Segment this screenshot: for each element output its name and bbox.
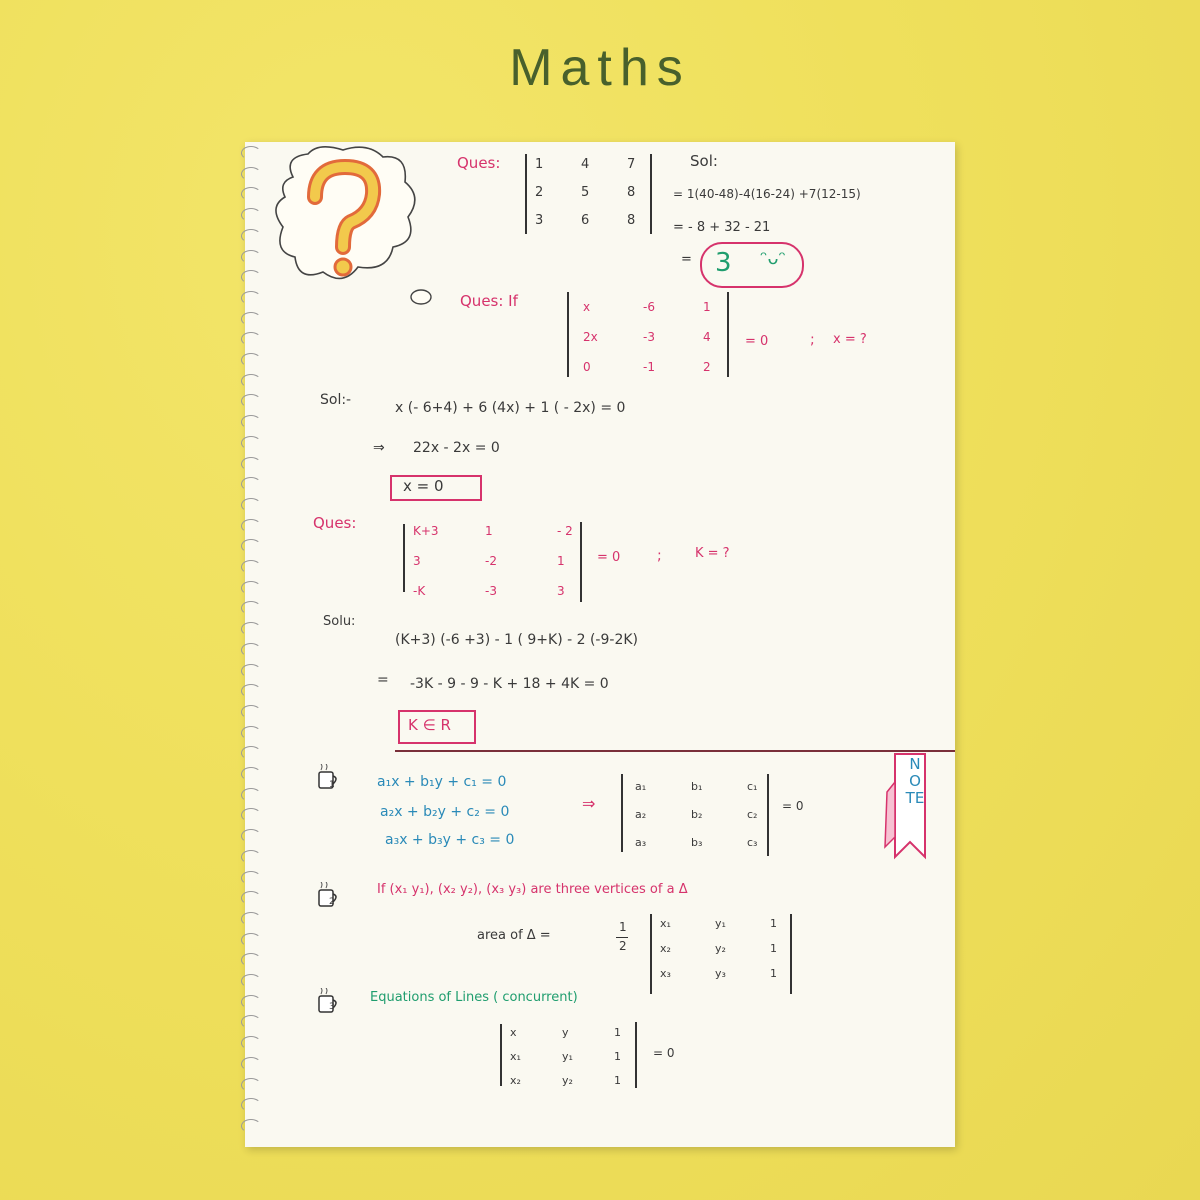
spiral-ring xyxy=(241,498,261,512)
matrix-cell: b₃ xyxy=(691,836,703,849)
q2-matrix-left-bar xyxy=(567,292,569,377)
note-half-den: 2 xyxy=(619,939,627,953)
q2-find: x = ? xyxy=(833,332,867,347)
matrix-cell: y₁ xyxy=(562,1050,573,1063)
matrix-cell: -2 xyxy=(485,554,497,568)
spiral-ring xyxy=(241,250,261,264)
matrix-cell: 1 xyxy=(614,1050,621,1063)
matrix-cell: b₁ xyxy=(691,780,703,793)
matrix-cell: -3 xyxy=(485,584,497,598)
matrix-cell: -3 xyxy=(643,330,655,344)
matrix-cell: 1 xyxy=(535,157,544,172)
q2-sol-line2: 22x - 2x = 0 xyxy=(413,440,500,456)
note-eq3: a₃x + b₃y + c₃ = 0 xyxy=(385,832,515,848)
note-concurrent: Equations of Lines ( concurrent) xyxy=(370,990,578,1005)
spiral-ring xyxy=(241,767,261,781)
matrix-cell: -6 xyxy=(643,300,655,314)
matrix-cell: a₂ xyxy=(635,808,647,821)
note-arrow: ⇒ xyxy=(582,794,596,813)
mug-2-number: 2 xyxy=(329,897,335,907)
q2-ques-label: Ques: If xyxy=(460,292,518,310)
q3-sol-line1: (K+3) (-6 +3) - 1 ( 9+K) - 2 (-9-2K) xyxy=(395,632,638,648)
spiral-ring xyxy=(241,353,261,367)
q2-matrix-right-bar xyxy=(727,292,729,377)
spiral-ring xyxy=(241,746,261,760)
question-thought-bubble-icon xyxy=(273,142,443,312)
q1-sol-label: Sol: xyxy=(690,152,718,170)
matrix-cell: 1 xyxy=(770,967,777,980)
smiley-icon: ᵔᴗᵔ xyxy=(760,248,786,269)
spiral-ring xyxy=(241,539,261,553)
area-matrix-right-bar xyxy=(790,914,792,994)
q2-sol-label: Sol:- xyxy=(320,392,352,408)
matrix-cell: x₃ xyxy=(660,967,671,980)
matrix-cell: 1 xyxy=(485,524,493,538)
spiral-ring xyxy=(241,664,261,678)
q2-eq-zero: = 0 xyxy=(745,334,769,349)
matrix-cell: 6 xyxy=(581,213,590,228)
spiral-ring xyxy=(241,933,261,947)
note-area-label: area of Δ = xyxy=(477,928,551,943)
note-ribbon-text: NOTE xyxy=(905,755,925,807)
matrix-cell: y₂ xyxy=(562,1074,573,1087)
matrix-cell: 1 xyxy=(770,942,777,955)
matrix-cell: 3 xyxy=(557,584,565,598)
matrix-cell: 2 xyxy=(535,185,544,200)
spiral-ring xyxy=(241,581,261,595)
notebook-page xyxy=(245,142,955,1147)
q1-sol-eq: = xyxy=(681,252,692,267)
spiral-ring xyxy=(241,705,261,719)
matrix-cell: a₁ xyxy=(635,780,647,793)
matrix-cell: 1 xyxy=(703,300,711,314)
spiral-ring xyxy=(241,788,261,802)
q2-sol-line1: x (- 6+4) + 6 (4x) + 1 ( - 2x) = 0 xyxy=(395,400,626,416)
q3-sol-eq: = xyxy=(377,672,389,688)
spiral-ring xyxy=(241,995,261,1009)
area-matrix-left-bar xyxy=(650,914,652,994)
spiral-ring xyxy=(241,394,261,408)
q3-matrix-right-bar xyxy=(580,522,582,602)
q3-find: K = ? xyxy=(695,546,730,561)
note-matrix-left-bar xyxy=(621,774,623,852)
spiral-ring xyxy=(241,1015,261,1029)
q3-sol-label: Solu: xyxy=(323,614,356,629)
page-title: Maths xyxy=(509,39,691,97)
matrix-cell: -1 xyxy=(643,360,655,374)
q3-eq-zero: = 0 xyxy=(597,550,621,565)
line-eq-zero: = 0 xyxy=(653,1046,675,1060)
q2-arrow: ⇒ xyxy=(373,440,385,456)
note-half-num: 1 xyxy=(619,920,627,934)
matrix-cell: K+3 xyxy=(413,524,439,538)
spiral-ring xyxy=(241,974,261,988)
matrix-cell: -K xyxy=(413,584,426,598)
spiral-ring xyxy=(241,829,261,843)
note-eq2: a₂x + b₂y + c₂ = 0 xyxy=(380,804,510,820)
q1-matrix-left-bar xyxy=(525,154,527,234)
spiral-ring xyxy=(241,871,261,885)
spiral-ring xyxy=(241,1057,261,1071)
matrix-cell: y xyxy=(562,1026,569,1039)
spiral-ring xyxy=(241,560,261,574)
matrix-cell: 0 xyxy=(583,360,591,374)
spiral-ring xyxy=(241,519,261,533)
matrix-cell: - 2 xyxy=(557,524,573,538)
note-eq1: a₁x + b₁y + c₁ = 0 xyxy=(377,774,507,790)
q1-answer: 3 xyxy=(715,248,732,278)
matrix-cell: 5 xyxy=(581,185,590,200)
spiral-ring xyxy=(241,891,261,905)
note-vertices: If (x₁ y₁), (x₂ y₂), (x₃ y₃) are three vertices of a Δ xyxy=(377,882,688,897)
spiral-ring xyxy=(241,312,261,326)
matrix-cell: 1 xyxy=(770,917,777,930)
spiral-ring xyxy=(241,457,261,471)
spiral-ring xyxy=(241,167,261,181)
section-divider xyxy=(395,750,955,752)
matrix-cell: x₁ xyxy=(660,917,671,930)
matrix-cell: 8 xyxy=(627,185,636,200)
matrix-cell: x xyxy=(583,300,591,314)
matrix-cell: 2x xyxy=(583,330,598,344)
spiral-ring xyxy=(241,1036,261,1050)
spiral-ring xyxy=(241,726,261,740)
matrix-cell: 7 xyxy=(627,157,636,172)
matrix-cell: 1 xyxy=(614,1026,621,1039)
matrix-cell: y₃ xyxy=(715,967,726,980)
line-matrix-right-bar xyxy=(635,1022,637,1088)
line-matrix-left-bar xyxy=(500,1024,502,1086)
spiral-ring xyxy=(241,208,261,222)
q3-matrix-left-bar xyxy=(403,524,405,592)
matrix-cell: y₂ xyxy=(715,942,726,955)
matrix-cell: 3 xyxy=(413,554,421,568)
q1-sol-line1: = 1(40-48)-4(16-24) +7(12-15) xyxy=(673,187,861,201)
q3-sol-line2: -3K - 9 - 9 - K + 18 + 4K = 0 xyxy=(410,676,609,692)
spiral-ring xyxy=(241,953,261,967)
spiral-ring xyxy=(241,912,261,926)
matrix-cell: 4 xyxy=(703,330,711,344)
spiral-ring xyxy=(241,1119,261,1133)
q3-ques-label: Ques: xyxy=(313,514,357,532)
matrix-cell: x xyxy=(510,1026,517,1039)
spiral-ring xyxy=(241,601,261,615)
matrix-cell: b₂ xyxy=(691,808,703,821)
spiral-ring xyxy=(241,374,261,388)
spiral-ring xyxy=(241,436,261,450)
matrix-cell: 2 xyxy=(703,360,711,374)
q2-sep: ; xyxy=(810,332,815,348)
q3-answer: K ∈ R xyxy=(408,716,451,734)
matrix-cell: 1 xyxy=(614,1074,621,1087)
q1-sol-line2: = - 8 + 32 - 21 xyxy=(673,220,771,235)
q1-matrix-right-bar xyxy=(650,154,652,234)
spiral-ring xyxy=(241,146,261,160)
spiral-ring xyxy=(241,187,261,201)
spiral-ring xyxy=(241,808,261,822)
note-eq-zero: = 0 xyxy=(782,799,804,813)
spiral-ring xyxy=(241,622,261,636)
spiral-ring xyxy=(241,415,261,429)
spiral-ring xyxy=(241,643,261,657)
spiral-rings xyxy=(245,142,275,1147)
q1-ques-label: Ques: xyxy=(457,154,501,172)
note-matrix-right-bar xyxy=(767,774,769,856)
matrix-cell: x₂ xyxy=(510,1074,521,1087)
note-fraction-bar xyxy=(616,937,628,938)
spiral-ring xyxy=(241,684,261,698)
mug-3-number: 3 xyxy=(329,1002,335,1012)
matrix-cell: c₃ xyxy=(747,836,758,849)
matrix-cell: 1 xyxy=(557,554,565,568)
matrix-cell: 8 xyxy=(627,213,636,228)
spiral-ring xyxy=(241,270,261,284)
spiral-ring xyxy=(241,229,261,243)
matrix-cell: c₂ xyxy=(747,808,758,821)
mug-1-number: 1 xyxy=(329,780,335,790)
matrix-cell: x₁ xyxy=(510,1050,521,1063)
matrix-cell: 3 xyxy=(535,213,544,228)
matrix-cell: c₁ xyxy=(747,780,758,793)
spiral-ring xyxy=(241,477,261,491)
spiral-ring xyxy=(241,291,261,305)
spiral-ring xyxy=(241,1078,261,1092)
matrix-cell: y₁ xyxy=(715,917,726,930)
q3-sep: ; xyxy=(657,548,662,564)
matrix-cell: 4 xyxy=(581,157,590,172)
q2-answer: x = 0 xyxy=(403,477,444,495)
matrix-cell: a₃ xyxy=(635,836,647,849)
spiral-ring xyxy=(241,850,261,864)
spiral-ring xyxy=(241,332,261,346)
matrix-cell: x₂ xyxy=(660,942,671,955)
spiral-ring xyxy=(241,1098,261,1112)
